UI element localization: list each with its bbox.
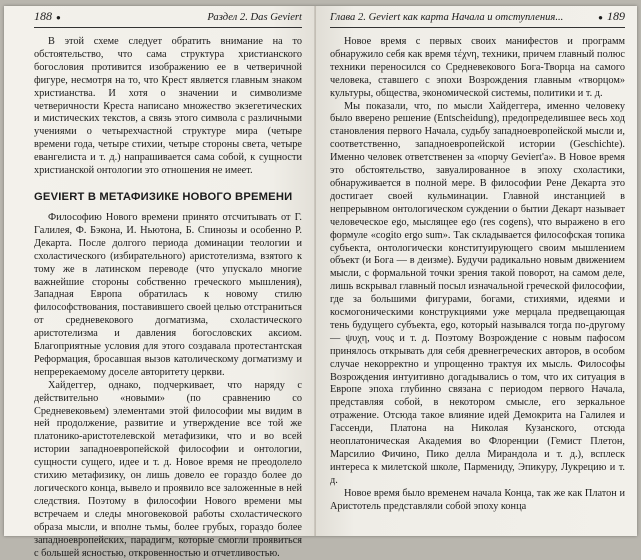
page-number: 189 (607, 9, 625, 23)
paragraph: Мы показали, что, по мысли Хайдеггера, именно человеку было вверено решение (Entscheidung), предопределившее весь ход становления первого Начала, судьбу западноевропейской мысли и, соответственно, западноевропейской истории (Geschichte). Именно человек ответственен за «порчу Geviert'а». В Новое время это обстоятельство, завуалированное в эпоху схоластики, обнаруживается в полной мере. В философии Рене Декарта это достигает своей кульминации. Главной инстанцией в непрерывном онтологическом суждении о бытии Декарт называет человеческое ego, мыслящее ego (res cogens), что выражено в его формуле «cogito ergo sum». Так складывается философская топика субъекта, онтологически конституирующего своим мышлением объект (и Бога — в деизме). Будучи радикально новым движением мысли, с формальной точки зрения такой поворот, на самом деле, лишь вскрывал главный посыл изначальной греческой философии, где за большими фигурами, богами, стихиями, идеями и космогоническими конструкциями уже мерцала предвещающая тень будущего субъекта, ego, который назывался тогда по-другому — ψυχη, νους и т. д. Поэтому Возрождение с новым пафосом принялось открывать для себя древнегреческих авторов, в особом случае некорректно и упрощенно трактуя их мысль. Философы Возрождения интуитивно догадывались о том, что их ситуация в Европе эпоха глубинно связана с периодом первого Начала, представляя собой, в некотором смысле, его зеркальное отражение. Отсюда такое влияние идей Демокрита на Галилея и Гассенди, Платона на Николая Кузанского, отсюда неоплатоническая Академия во Флоренции (Гемист Плетон, Марсилио Фичино, Пико делла Мирандола и т. д.), всплеск интереса к милетской школе, Пармениду, Эпикуру, Лукрецию и т. д. (330, 100, 625, 486)
bullet-icon: ● (56, 13, 61, 22)
right-page-text (330, 36, 625, 514)
book-spread (4, 6, 637, 559)
bullet-icon: ● (598, 13, 603, 22)
left-page-header (34, 10, 302, 28)
section-title: GEVIERT В МЕТАФИЗИКЕ НОВОГО ВРЕМЕНИ (34, 190, 293, 203)
paragraph: В этой схеме следует обратить внимание на то обстоятельство, что сама структура христианского богословия противится изображению ее в четверичной фигуре, несмотря на то, что Крест является главным знаком христианства. И хотя о значении и символизме четверичности Креста написано множество экзегетических и мистических текстов, а связь этого символа с различными учениями о четырехчастной структуре мира (четыре времени года, четыре стихии, четыре стороны света, четыре евангелиста и т. д.) напрашивается сама собой, к сущности христианской онтологии это отношения не имеет. (34, 36, 302, 177)
left-page (4, 6, 316, 559)
paragraph: Хайдеггер, однако, подчеркивает, что наряду с действительно «новыми» (по сравнению со Средневековьем) элементами этой философии мы видим в ней продолжение, развитие и утверждение все той же платонико-аристотелевской метафизики, что и во всей истории западноевропейской философии и онтологии, сущности сущего, идее и т. д. Новое время не преодолело стихию метафизику, он лишь довело ее гораздо более до логического конца, вывело и проявило все заложенные в ней следствия. Поэтому в философии Нового времени мы встречаем и следы многовековой работы схоластического образа мысли, и вполне тьмы, более грубых, гораздо более западноевропейских, парадигм, которые смогли проявиться с большей ясностью, откровенностью и отчетливостью. (34, 379, 302, 559)
paragraph: Новое время с первых своих манифестов и программ обнаружило себя как время τέχνη, техники, причем главный полюс техники переносился со Средневекового Бога-Творца на самого человека, ставшего с эпохи Возрождения главным «творцом» культуры, общества, экономической системы, политики и т. д. (330, 36, 625, 99)
left-page-text (34, 36, 302, 560)
page-number: 188 (34, 9, 52, 23)
right-page (316, 6, 637, 536)
running-head: Глава 2. Geviert как карта Начала и отступления... (330, 12, 564, 23)
paragraph: Философию Нового времени принято отсчитывать от Г. Галилея, Ф. Бэкона, И. Ньютона, Б. Спинозы и особенно Р. Декарта. После долгого периода доминации теологии и схоластического (избирательного) аристотелизма, взятого к тому же в латинском переводе (что упускало многие важнейшие стороны собственно греческого мышления), Западная Европа обратилась к новому стилю философствования, поставившего своей целью отстраниться от средневекового догматизма, схоластического аристотелизма и давления богословских аксиом. Благоприятные условия для этого создавала протестантская Реформация, бросавшая вызов католическому догматизму и непререкаемому доселе авторитету церкви. (34, 211, 302, 378)
right-page-header (330, 10, 625, 28)
paragraph: Новое время было временем начала Конца, так же как Платон и Аристотель представляли собой эпоху конца (330, 487, 625, 512)
running-head: Раздел 2. Das Geviert (207, 12, 302, 23)
